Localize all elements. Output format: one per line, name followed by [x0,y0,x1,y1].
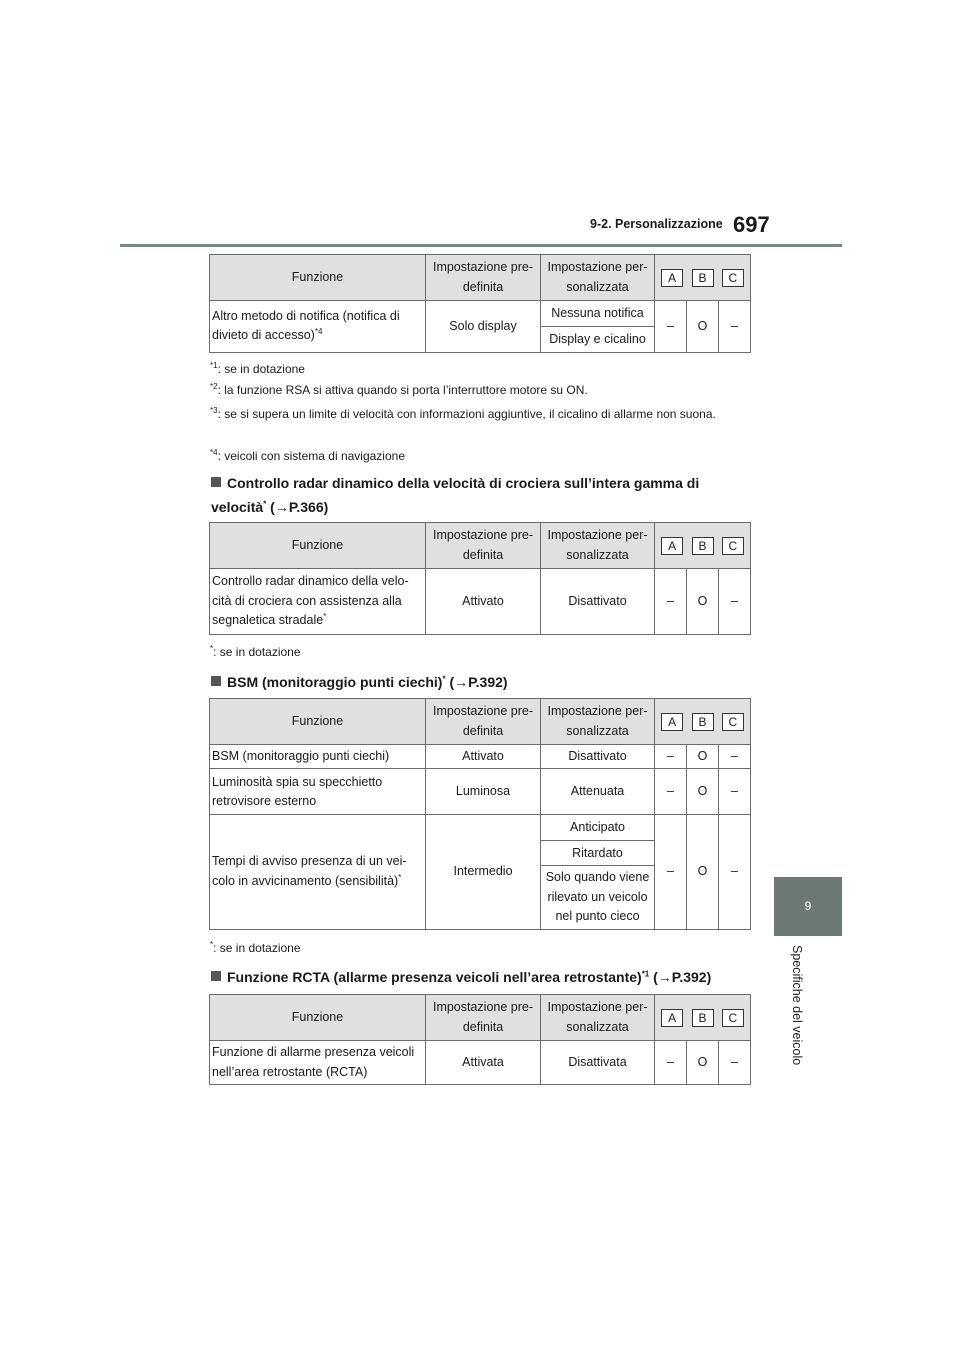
col-b-label: B [692,713,714,731]
option-value: Anticipato [541,815,655,841]
default-value: Intermedio [426,815,541,929]
col-c-value: – [719,815,751,929]
col-b-label: B [692,537,714,555]
col-a-value: – [655,769,687,815]
table-row [210,301,751,327]
header-predefinita: Impostazione pre-definita [426,523,541,569]
option-value: Nessuna notifica [541,301,655,327]
header-abc [655,995,751,1041]
footnote-4: $^{*4}$: veicoli con sistema di navigazione [210,448,405,463]
default-value: Attivato [426,569,541,635]
footnote-2: $^{*2}$: la funzione RSA si attiva quando si porta l’interruttore motore su ON. [210,382,588,397]
col-c-value: – [719,1041,751,1085]
page-reference-link[interactable]: (→P.392) [653,969,712,985]
col-b-value: O [687,1041,719,1085]
col-c-label: C [722,1009,744,1027]
table-header-row [210,523,751,569]
custom-value: Attenuata [541,769,655,815]
col-b-value: O [687,815,719,929]
row-label: Tempi di avviso presenza di un vei-colo in avvicinamento (sensibilità)* [210,815,426,929]
header-abc [655,523,751,569]
table-altro-metodo [209,254,751,353]
table-row [210,815,751,841]
col-b-label: B [692,269,714,287]
header-personalizzata: Impostazione per-sonalizzata [541,995,655,1041]
default-value: Luminosa [426,769,541,815]
header-funzione: Funzione [210,995,426,1041]
section-heading-rcta: Funzione RCTA (allarme presenza veicoli nell’area retrostante)$^{*1}$ (→P.392) [211,966,711,990]
table-row [210,769,751,815]
row-label: Controllo radar dinamico della velo-cità di crociera con assistenza alla segnaletica stradale* [210,569,426,635]
footnote-crociera: *: se in dotazione [210,644,301,659]
custom-value: Disattivato [541,745,655,769]
col-a-label: A [661,269,683,287]
header-personalizzata: Impostazione per-sonalizzata [541,523,655,569]
header-predefinita: Impostazione pre-definita [426,995,541,1041]
footnote-3: $^{*3}$: se si supera un limite di velocità con informazioni aggiuntive, il cicalino di allarme non suona. [210,406,716,421]
row-label: BSM (monitoraggio punti ciechi) [210,745,426,769]
custom-value: Disattivato [541,569,655,635]
section-heading-crociera: Controllo radar dinamico della velocità di crociera sull’intera gamma di velocità* (→P.366) [211,475,700,515]
page-reference-link[interactable]: (→P.392) [449,674,508,690]
col-c-label: C [722,537,744,555]
col-a-value: – [655,815,687,929]
table-row [210,1041,751,1085]
chapter-tab[interactable]: 9 [774,877,842,936]
table-header-row [210,699,751,745]
col-a-value: – [655,1041,687,1085]
col-b-value: O [687,745,719,769]
row-label: Altro metodo di notifica (notifica di divieto di accesso)$^{*4}$ [210,301,426,353]
header-abc [655,699,751,745]
bullet-square-icon [211,676,221,686]
default-value: Solo display [426,301,541,353]
table-crociera [209,522,751,635]
header-personalizzata: Impostazione per-sonalizzata [541,255,655,301]
table-row [210,745,751,769]
table-header-row [210,255,751,301]
col-a-value: – [655,745,687,769]
col-b-value: O [687,769,719,815]
default-value: Attivata [426,1041,541,1085]
row-label: Funzione di allarme presenza veicoli nell’area retrostante (RCTA) [210,1041,426,1085]
table-row [210,569,751,635]
header-funzione: Funzione [210,699,426,745]
header-funzione: Funzione [210,523,426,569]
header-abc [655,255,751,301]
header-predefinita: Impostazione pre-definita [426,699,541,745]
col-a-value: – [655,569,687,635]
col-a-label: A [661,537,683,555]
header-personalizzata: Impostazione per-sonalizzata [541,699,655,745]
section-heading-bsm: BSM (monitoraggio punti ciechi)* (→P.392) [211,671,508,695]
col-c-value: – [719,769,751,815]
page-number: 697 [733,212,770,237]
table-bsm [209,698,751,930]
option-value: Ritardato [541,841,655,866]
col-b-label: B [692,1009,714,1027]
option-value: Solo quando viene rilevato un veicolo nel punto cieco [541,866,655,929]
col-b-value: O [687,301,719,353]
section-title: 9-2. Personalizzazione [590,217,723,231]
col-a-label: A [661,713,683,731]
default-value: Attivato [426,745,541,769]
footnote-1: $^{*1}$: se in dotazione [210,361,305,376]
header-predefinita: Impostazione pre-definita [426,255,541,301]
header-funzione: Funzione [210,255,426,301]
bullet-square-icon [211,477,221,487]
table-header-row [210,995,751,1041]
page-reference-link[interactable]: (→P.366) [270,498,329,515]
custom-value: Disattivata [541,1041,655,1085]
header-divider [120,244,842,247]
col-c-value: – [719,745,751,769]
footnote-bsm: *: se in dotazione [210,940,301,955]
row-label: Luminosità spia su specchietto retrovisore esterno [210,769,426,815]
table-rcta [209,994,751,1085]
col-c-label: C [722,269,744,287]
chapter-title: Specifiche del veicolo [790,945,804,1066]
col-c-value: – [719,569,751,635]
col-a-value: – [655,301,687,353]
col-b-value: O [687,569,719,635]
option-value: Display e cicalino [541,327,655,353]
col-c-value: – [719,301,751,353]
col-a-label: A [661,1009,683,1027]
bullet-square-icon [211,971,221,981]
col-c-label: C [722,713,744,731]
